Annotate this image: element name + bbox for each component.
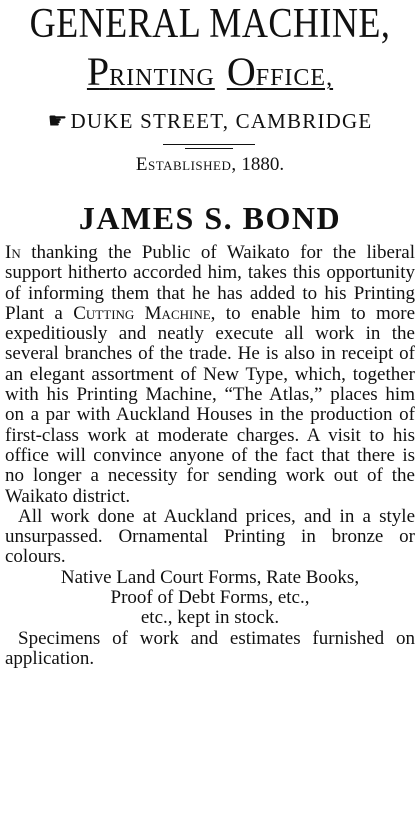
ad-subtitle <box>0 49 420 97</box>
ad-title: GENERAL MACHINE, <box>29 1 391 47</box>
established-line <box>0 150 420 180</box>
address-text: DUKE STREET, CAMBRIDGE <box>70 109 373 133</box>
cutting-machine-text: Cutting Machine, <box>73 302 216 324</box>
subtitle-initial-p: P <box>86 49 110 94</box>
forms-line-3: etc., kept in stock. <box>140 607 280 629</box>
paragraph-specimens: Specimens of work and estimates furnished on application. <box>5 627 415 669</box>
subtitle-word-office: FFICE, <box>255 65 334 91</box>
divider-rule-short <box>185 148 233 149</box>
forms-line-2: Proof of Debt Forms, etc., <box>110 587 310 609</box>
ad-address <box>0 106 420 136</box>
established-year: 1880. <box>241 154 285 175</box>
paragraph-main <box>5 243 415 507</box>
subtitle-word-printing: RINTING <box>109 65 215 91</box>
forms-line-1: Native Land Court Forms, Rate Books, <box>60 566 360 588</box>
subtitle-initial-o: O <box>226 49 256 94</box>
paragraph-main-a: thanking the Public of Waikato for the liberal support hitherto accorded him, takes this opportunity of informing them that he has added to his Printing Plant a <box>5 242 416 324</box>
established-label: Established, <box>135 154 237 175</box>
pointing-hand-icon: ☛ <box>47 108 69 133</box>
ad-body <box>5 243 415 669</box>
paragraph-prices: All work done at Auckland prices, and in a style unsurpassed. Ornamental Printing in bronze or colours. <box>5 505 415 568</box>
paragraph-main-b: to enable him to more expeditiously and neatly execute all work in the several branches of the trade. He is also in receipt of an elegant assortment of New Type, which, together with his Printing Machine, “The Atlas,” places him on a par with Auckland Houses in the production of first-class work at moderate charges. A visit to his office will convince anyone of the fact that there is no longer a necessity for sending work out of the Waikato district. <box>5 302 416 507</box>
paragraph-dropcap: In <box>5 242 21 263</box>
proprietor-name: JAMES S. BOND <box>78 200 342 236</box>
divider-rule <box>163 144 255 145</box>
